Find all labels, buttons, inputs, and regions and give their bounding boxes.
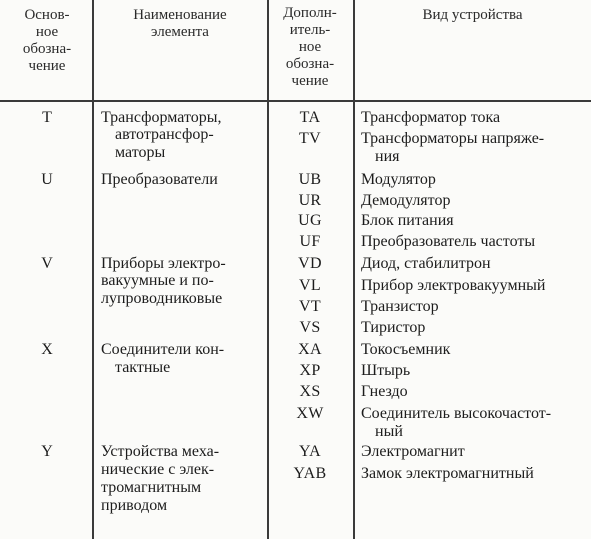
element-name-T-line-2: автотрансфор- [115,126,214,143]
header-additional-designation-line-4: обозна- [285,56,335,72]
additional-code-YA: YA [299,443,321,460]
element-name-V-line-2: вакуумные и по- [101,272,214,289]
element-name-X-line-2: тактные [115,359,171,376]
device-type-YAB: Замок электромагнитный [361,465,534,482]
element-name-U: Преобразователи [101,171,218,188]
device-type-UB: Модулятор [361,171,436,188]
element-name-Y-line-1: Устройства меха- [101,443,220,460]
device-type-VT: Транзистор [361,298,439,315]
header-device-type: Вид устройства [422,7,523,23]
element-name-V-line-3: лупроводниковые [101,290,223,307]
additional-code-XW: XW [296,405,324,422]
additional-code-XP: XP [299,362,321,379]
main-code-Y: Y [41,443,53,460]
additional-code-XA: XA [298,341,322,358]
device-type-VL: Прибор электровакуумный [361,277,546,294]
device-type-UG: Блок питания [361,212,454,229]
main-code-T: T [42,109,52,126]
element-name-T-line-1: Трансформаторы, [101,109,222,126]
device-type-XP: Штырь [361,362,411,379]
header-additional-designation-line-2: итель- [289,22,331,38]
device-type-XW-line-2: ный [375,423,403,440]
header-main-designation-line-3: обозна- [22,41,72,57]
additional-code-UR: UR [298,192,322,209]
device-type-XW-line-1: Соединитель высокочастот- [361,405,552,422]
device-type-UF: Преобразователь частоты [361,233,536,250]
additional-code-XS: XS [299,383,321,400]
additional-code-UB: UB [298,171,322,188]
element-name-Y-line-4: приводом [101,497,168,514]
element-name-X-line-1: Соединители кон- [101,341,225,358]
device-type-VS: Тиристор [361,319,426,336]
element-name-Y-line-3: тромагнитным [101,479,202,496]
additional-code-VT: VT [299,298,321,315]
device-type-UR: Демодулятор [361,192,451,209]
header-additional-designation-line-3: ное [298,39,322,55]
device-type-YA: Электромагнит [361,443,465,460]
device-type-TV-line-2: ния [375,148,400,165]
column-divider-3 [353,0,355,539]
element-name-T-line-3: маторы [115,144,166,161]
column-divider-1 [92,0,94,539]
additional-code-VD: VD [298,255,322,272]
additional-code-YAB: YAB [293,465,327,482]
element-name-V-line-1: Приборы электро- [101,255,226,272]
device-type-VD: Диод, стабилитрон [361,255,491,272]
main-code-V: V [41,255,53,272]
header-divider [0,100,591,102]
main-code-X: X [41,341,53,358]
header-additional-designation-line-5: чение [291,73,329,89]
additional-code-VL: VL [299,277,321,294]
header-additional-designation-line-1: Дополн- [283,5,337,21]
header-element-name-line-2: элемента [151,24,209,40]
device-type-XA: Токосъемник [361,341,451,358]
column-divider-2 [267,0,269,539]
header-element-name-line-1: Наименование [133,7,227,23]
device-type-TA: Трансформатор тока [361,109,501,126]
device-type-XS: Гнездо [361,383,408,400]
main-code-U: U [41,171,53,188]
additional-code-UG: UG [298,212,322,229]
header-main-designation-line-2: ное [35,24,59,40]
additional-code-TV: TV [299,130,321,147]
additional-code-TA: TA [299,109,321,126]
additional-code-UF: UF [299,233,321,250]
device-type-TV-line-1: Трансформаторы напряже- [361,130,545,147]
header-main-designation-line-1: Основ- [24,7,70,23]
additional-code-VS: VS [299,319,321,336]
header-main-designation-line-4: чение [28,58,66,74]
element-name-Y-line-2: нические с элек- [101,461,215,478]
